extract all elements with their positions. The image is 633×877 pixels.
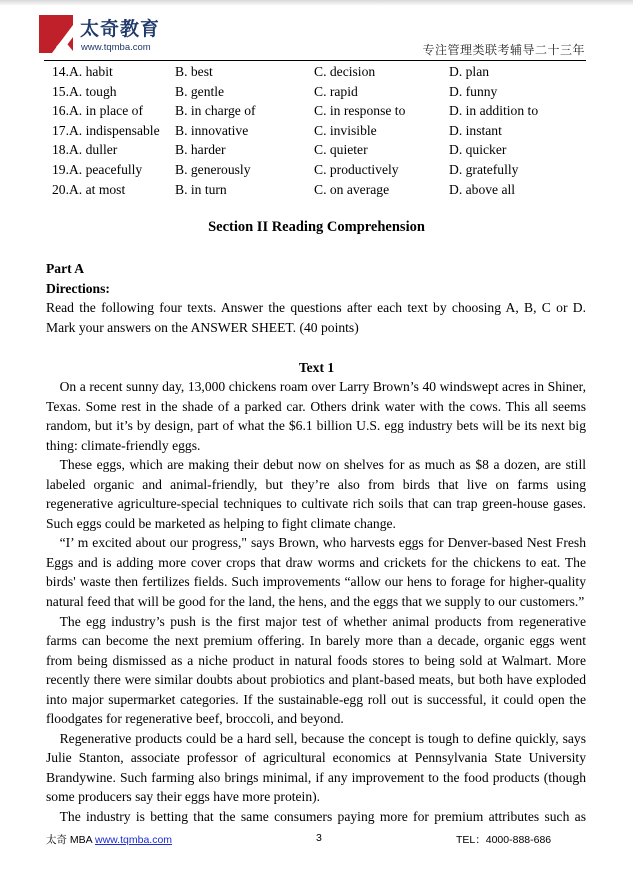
option-c: C. productively — [314, 161, 399, 177]
option-d: D. in addition to — [449, 103, 539, 119]
option-a: 14.A. habit — [52, 64, 113, 79]
header-divider — [44, 60, 586, 61]
option-d: D. instant — [449, 122, 502, 138]
option-row — [52, 101, 592, 121]
footer-telephone: TEL：4000-888-686 — [456, 834, 552, 846]
paragraph: The industry is betting that the same consumers paying more for premium attributes such as — [59, 809, 586, 825]
section-title: Section II Reading Comprehension — [208, 219, 425, 235]
option-d: D. gratefully — [449, 161, 519, 177]
paragraph: On a recent sunny day, 13,000 chickens roam over Larry Brown’s 40 windswept acres in Shiner, Texas. Some rest in the shade of a parked car. Others drink water with the cows. This all seems random, but it’s by design, part of what the $6.1 billion U.S. egg industry bets will be its next big thing: climate-friendly eggs. — [46, 379, 586, 453]
option-a: 19.A. peacefully — [52, 161, 143, 177]
option-b: B. in turn — [175, 181, 227, 197]
paragraph: These eggs, which are making their debut now on shelves for as much as $8 a dozen, are still labeled organic and animal-friendly, but they’re also from birds that live on farms using regenerative agriculture-special techniques to cultivate rich soils that can trap green-house gases. Such eggs could be marketed as helping to fight climate change. — [46, 457, 586, 531]
part-title: Part A — [46, 261, 85, 276]
option-c: C. decision — [314, 64, 376, 79]
directions-text: Read the following four texts. Answer the questions after each text by choosing A, B, C or D. Mark your answers on the ANSWER SHEET. (40 points) — [46, 300, 586, 335]
footer-brand-text: 太奇 MBA — [46, 834, 96, 846]
option-row — [52, 121, 592, 141]
option-b: B. generously — [175, 161, 251, 177]
option-a: 17.A. indispensable — [52, 122, 160, 138]
option-c: C. quieter — [314, 142, 368, 158]
option-c: C. invisible — [314, 122, 377, 138]
option-row — [52, 62, 592, 82]
option-b: B. gentle — [175, 83, 225, 99]
paragraph: The egg industry’s push is the first major test of whether animal products from regenerative farms can become the next premium offering. In barely more than a decade, organic eggs went from being dismissed as a niche product in natural foods stores to being sold at Walmart. More recently there were similar doubts about probiotics and plant-based meats, but both have exploded into major supermarket categories. If the sustainable-egg roll out is successful, it could open the floodgates for regenerative beef, broccoli, and beyond. — [46, 613, 586, 727]
option-c: C. rapid — [314, 83, 358, 99]
option-a: 18.A. duller — [52, 142, 118, 158]
option-d: D. above all — [449, 181, 516, 197]
option-b: B. innovative — [175, 122, 249, 138]
option-row — [52, 180, 592, 200]
option-a: 20.A. at most — [52, 181, 126, 197]
option-d: D. funny — [449, 83, 498, 99]
option-b: B. best — [175, 64, 213, 79]
directions-label: Directions: — [46, 281, 110, 296]
logo-url: www.tqmba.com — [81, 42, 151, 53]
option-row — [52, 140, 592, 160]
paragraph: “I’ m excited about our progress," says Brown, who harvests eggs for Denver-based Nest Fresh Eggs and is adding more cover crops that draw worms and crickets for the chickens to eat. The birds' waste then fertilizes fields. Such improvements “allow our hens to forage for higher-quality natural feed that will be good for the land, the hens, and the eggs that we supply to our customers.” — [46, 535, 586, 610]
option-d: D. plan — [449, 64, 490, 79]
logo-k-icon — [39, 15, 73, 53]
page-header — [0, 0, 633, 62]
option-row — [52, 160, 592, 180]
answer-options-table — [52, 62, 592, 199]
header-slogan: 专注管理类联考辅导二十三年 — [422, 43, 585, 57]
page-number: 3 — [316, 832, 322, 844]
option-c: C. on average — [314, 181, 390, 197]
footer-brand — [46, 832, 172, 847]
paragraph: Regenerative products could be a hard sell, because the concept is tough to define quickly, says Julie Stanton, associate professor of agricultural economics at Pennsylvania State University Brandywine. Such farming also brings minimal, if any improvement to the food products (though some producers say their eggs have more protein). — [46, 730, 586, 805]
logo-text: 太奇教育 — [80, 18, 161, 40]
footer-website-link[interactable]: www.tqmba.com — [95, 834, 173, 846]
option-a: 16.A. in place of — [52, 103, 143, 119]
page-footer — [0, 832, 633, 848]
article-body — [46, 377, 586, 827]
option-b: B. in charge of — [175, 103, 256, 119]
option-c: C. in response to — [314, 103, 406, 119]
option-row — [52, 82, 592, 102]
option-b: B. harder — [175, 142, 226, 158]
text-title: Text 1 — [298, 360, 335, 375]
option-d: D. quicker — [449, 142, 507, 158]
option-a: 15.A. tough — [52, 83, 117, 99]
